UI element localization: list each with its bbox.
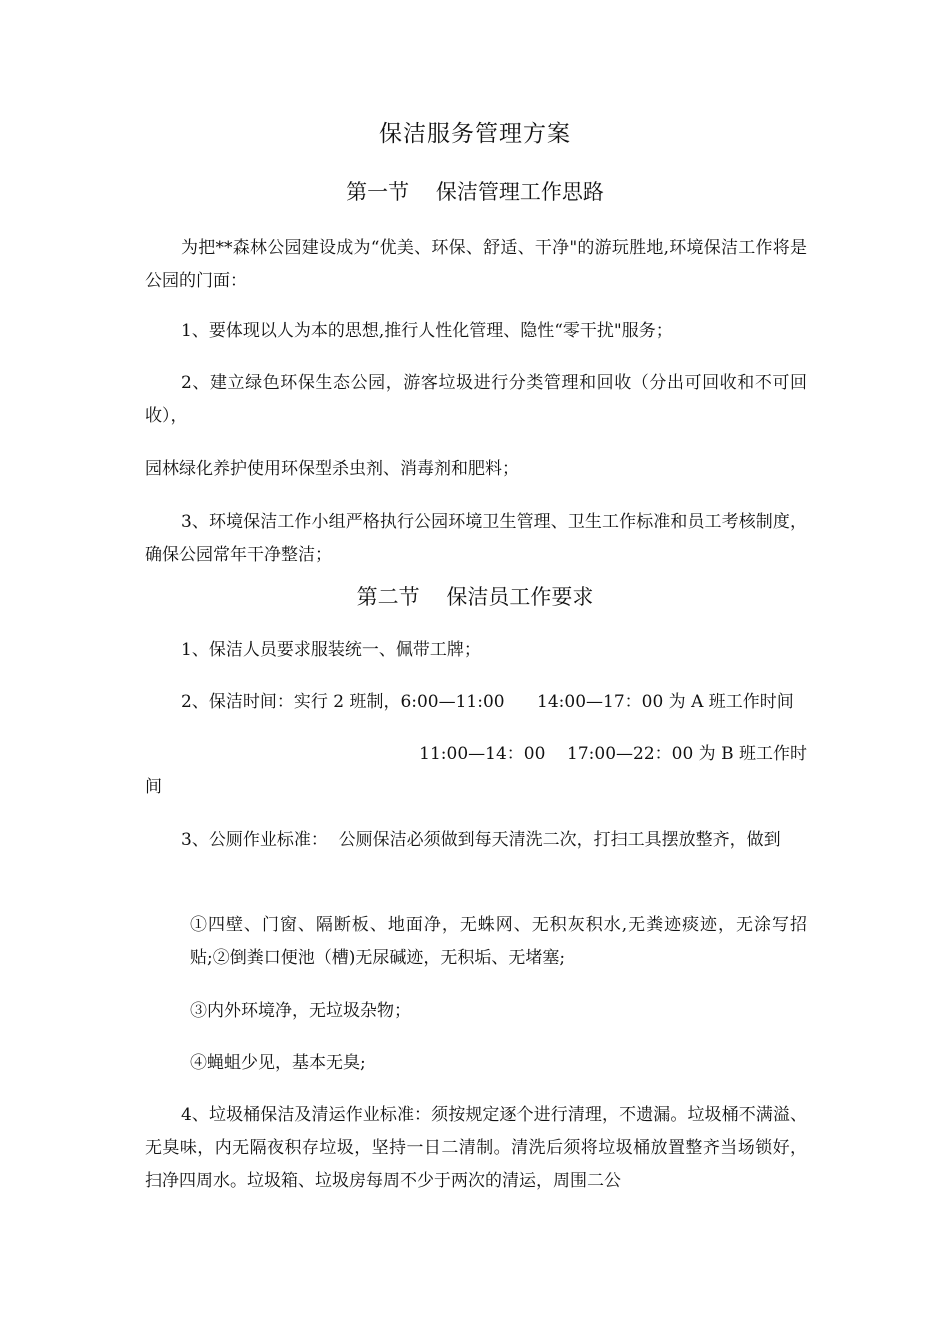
section1-intro: 为把**森林公园建设成为“优美、环保、舒适、干净"的游玩胜地,环境保洁工作将是公园的门面： (145, 238, 807, 291)
section2-item3-sub1: ①四壁、门窗、隔断板、地面净，无蛛网、无积灰积水,无粪迹痰迹，无涂写招贴;②倒粪口便池（槽)无尿碱迹，无积垢、无堵塞; (190, 915, 807, 968)
section2-item3-sub2: ③内外环境净，无垃圾杂物； (190, 1001, 411, 1021)
section2-item1: 1、保洁人员要求服装统一、佩带工牌； (181, 640, 481, 660)
section2-item3-sub3: ④蝇蛆少见，基本无臭; (190, 1053, 366, 1073)
document-title: 保洁服务管理方案 (379, 121, 571, 147)
section1-item1: 1、要体现以人为本的思想,推行人性化管理、隐性“零干扰"服务； (181, 321, 673, 341)
section2-item2-line2: 11:00—14：00 17:00—22：00 为 B 班工作时 (419, 744, 807, 764)
section1-item2-continued: 园林绿化养护使用环保型杀虫剂、消毒剂和肥料； (145, 459, 519, 479)
section2-heading: 第二节 保洁员工作要求 (356, 585, 594, 609)
section1-item2: 2、建立绿色环保生态公园，游客垃圾进行分类管理和回收（分出可回收和不可回收）， (145, 373, 807, 426)
section1-item3: 3、环境保洁工作小组严格执行公园环境卫生管理、卫生工作标准和员工考核制度，确保公园常年干净整洁； (145, 512, 807, 565)
section2-item2-line3: 间 (145, 777, 162, 797)
section2-item4: 4、垃圾桶保洁及清运作业标准：须按规定逐个进行清理，不遗漏。垃圾桶不满溢、无臭味，内无隔夜积存垃圾，坚持一日二清制。清洗后须将垃圾桶放置整齐当场锁好，扫净四周水。垃圾箱、垃圾房每周不少于两次的清运，周围二公 (145, 1105, 807, 1191)
section2-item2-line1: 2、保洁时间：实行 2 班制，6:00—11:00 14:00—17：00 为 A 班工作时间 (181, 692, 794, 712)
section1-heading: 第一节 保洁管理工作思路 (346, 180, 604, 204)
section2-item3: 3、公厕作业标准： 公厕保洁必须做到每天清洗二次，打扫工具摆放整齐，做到 (181, 830, 781, 850)
